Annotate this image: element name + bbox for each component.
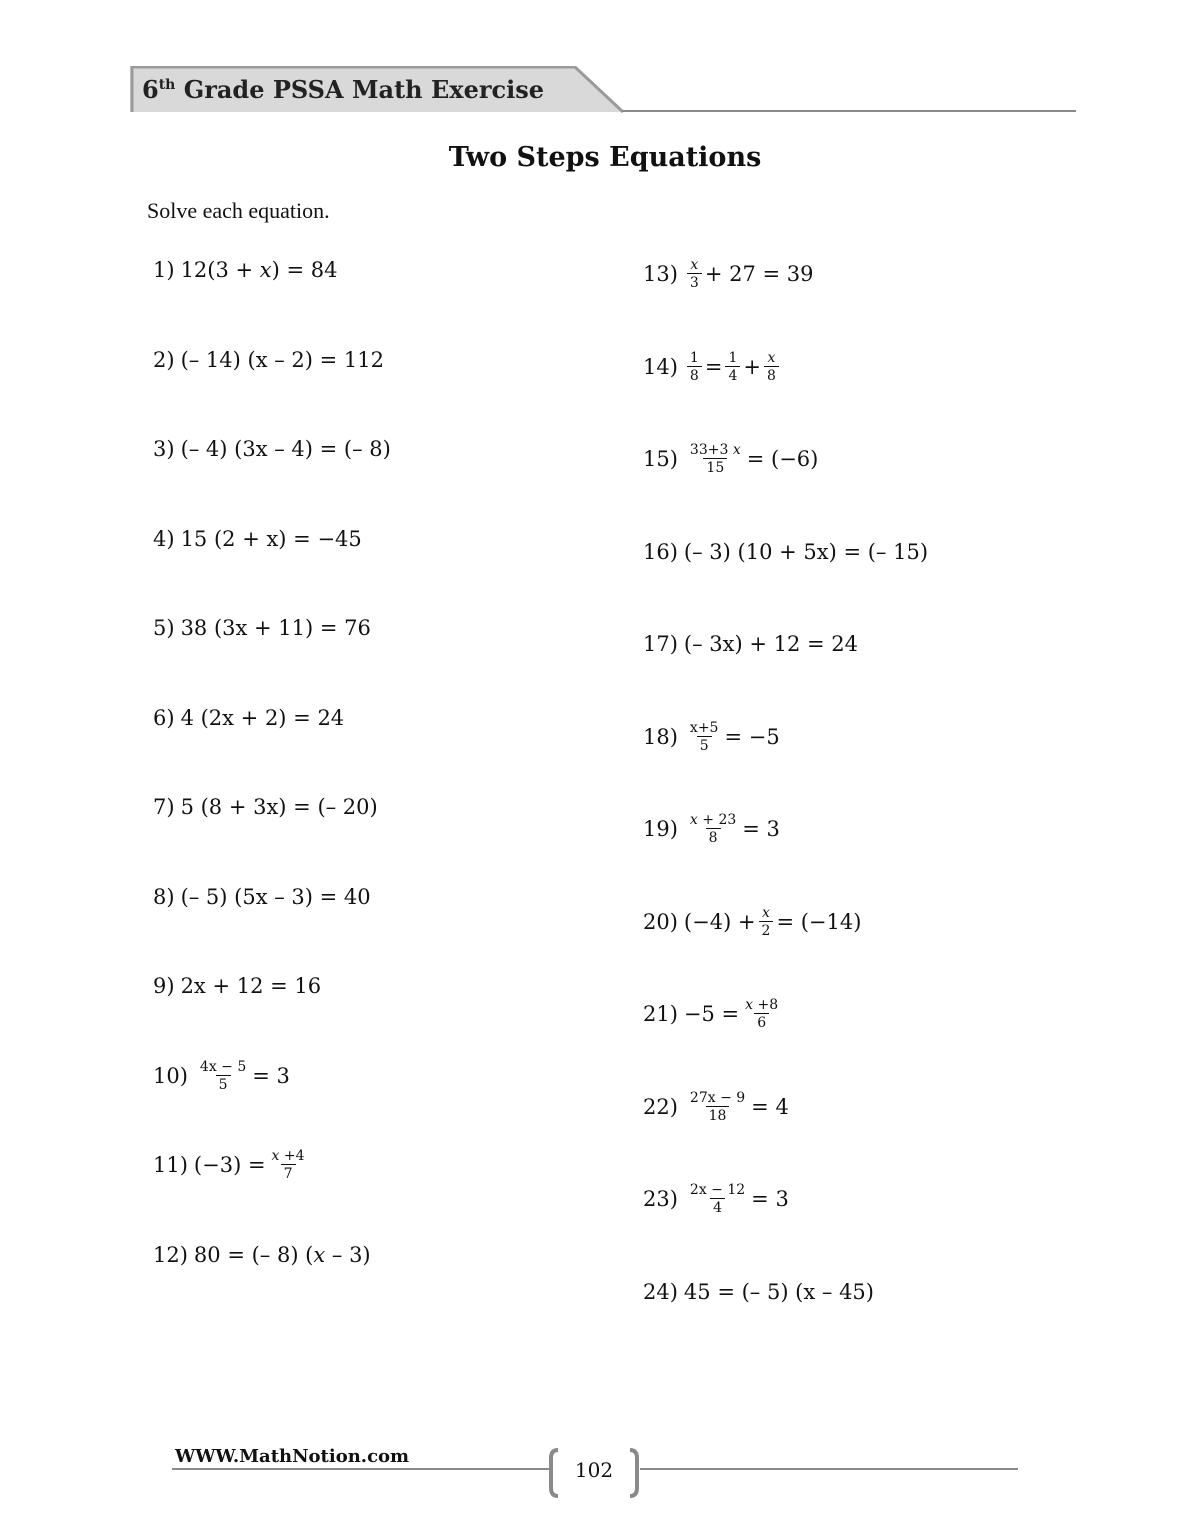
problem-number: 21) — [643, 1002, 678, 1026]
equation — [684, 442, 818, 476]
equation-text: = (−6) — [746, 447, 819, 471]
fraction-numerator: 33+3 𝑥 — [689, 442, 741, 458]
problem-number: 19) — [643, 817, 678, 841]
fraction-numerator: 𝑥 +8 — [745, 997, 779, 1013]
equation — [194, 1243, 371, 1267]
fraction-denominator: 8 — [764, 366, 779, 384]
equation-text: 38 (3x + 11) = 76 — [180, 616, 371, 640]
fraction-denominator: 18 — [706, 1106, 730, 1124]
problem-item — [643, 624, 858, 664]
equation-operator: + — [743, 354, 761, 379]
fraction-numerator: 𝑥 + 23 — [689, 812, 737, 828]
instructions: Solve each equation. — [147, 198, 330, 223]
equation-text: 45 = (– 5) (x – 45) — [683, 1279, 874, 1304]
header-title: 6th Grade PSSA Math Exercise — [142, 75, 545, 104]
problem-number: 13) — [643, 262, 678, 286]
problem-item — [643, 532, 928, 572]
problem-number: 12) — [153, 1242, 188, 1267]
problem-number: 8) — [153, 884, 175, 909]
problem-item — [643, 902, 861, 942]
fraction — [759, 905, 774, 939]
problem-item — [643, 254, 814, 294]
page-title: Two Steps Equations — [448, 142, 762, 173]
problem-number: 15) — [643, 447, 678, 471]
equation — [181, 437, 391, 461]
fraction-numerator: 4x − 5 — [199, 1058, 247, 1075]
problem-number: 14) — [643, 354, 678, 379]
footer-website: WWW.MathNotion.com — [175, 1446, 410, 1467]
equation-text: −5 = — [683, 1002, 740, 1026]
header-rule — [622, 110, 1076, 112]
equation — [181, 974, 322, 998]
problem-item — [643, 809, 780, 849]
problem-item — [643, 1179, 789, 1219]
problem-item — [153, 340, 384, 380]
fraction-numerator: 𝑥 — [762, 904, 770, 921]
problem-item — [153, 608, 371, 648]
equation — [181, 795, 378, 819]
fraction-numerator: 1 — [689, 349, 699, 366]
problem-number: 10) — [153, 1063, 188, 1088]
equation — [181, 527, 362, 551]
problem-item — [643, 1087, 789, 1127]
fraction — [269, 1148, 308, 1182]
fraction-numerator: 27x − 9 — [689, 1089, 746, 1106]
equation — [181, 706, 345, 730]
problem-item — [643, 347, 782, 387]
problem-number: 16) — [643, 539, 678, 564]
problem-number: 18) — [643, 724, 678, 749]
equation-text: (−4) + — [683, 909, 756, 934]
fraction — [742, 997, 781, 1031]
equation-text: = 4 — [751, 1094, 789, 1119]
fraction-denominator: 15 — [703, 458, 727, 476]
problem-number: 24) — [643, 1279, 678, 1304]
equation-text: 80 = (– 8) (𝑥 – 3) — [193, 1242, 371, 1267]
fraction-numerator: 2x − 12 — [689, 1182, 746, 1198]
equation-text: 2x + 12 = 16 — [180, 974, 322, 998]
fraction-denominator: 8 — [706, 828, 721, 846]
problem-number: 17) — [643, 632, 678, 656]
fraction-denominator: 2 — [759, 921, 774, 939]
problem-item — [643, 994, 784, 1034]
problem-number: 11) — [153, 1153, 188, 1177]
page-number: 102 — [574, 1458, 614, 1482]
equation-text: = −5 — [724, 724, 780, 749]
problem-item — [153, 966, 321, 1006]
fraction — [687, 350, 702, 384]
problem-number: 9) — [153, 974, 175, 998]
problem-number: 7) — [153, 795, 175, 819]
problem-item — [153, 787, 378, 827]
equation-text: = 3 — [252, 1063, 290, 1088]
equation — [684, 1090, 789, 1124]
fraction — [687, 442, 744, 476]
fraction — [687, 812, 739, 846]
equation-text: (– 14) (x – 2) = 112 — [180, 347, 384, 372]
problem-item — [153, 519, 362, 559]
equation-text: 4 (2x + 2) = 24 — [180, 705, 345, 730]
equation — [684, 1182, 789, 1216]
fraction — [687, 257, 702, 291]
fraction — [687, 1182, 748, 1216]
problem-item — [153, 877, 371, 917]
equation-text: 5 (8 + 3x) = (– 20) — [180, 795, 378, 819]
equation-text: 15 (2 + x) = −45 — [180, 526, 362, 551]
equation-text: (−3) = — [193, 1153, 266, 1177]
equation — [684, 257, 814, 291]
problem-number: 1) — [153, 258, 175, 282]
fraction-numerator: 𝑥 — [690, 257, 699, 273]
problem-item — [153, 250, 338, 290]
fraction — [687, 720, 722, 754]
problem-number: 20) — [643, 909, 678, 934]
problem-item — [153, 1145, 311, 1185]
fraction-numerator: x+5 — [689, 719, 719, 736]
fraction — [764, 350, 779, 384]
equation-text: = 3 — [742, 817, 780, 841]
equation-text: (– 5) (5x – 3) = 40 — [180, 884, 371, 909]
fraction-denominator: 7 — [281, 1164, 296, 1182]
equation-text: (– 4) (3x – 4) = (– 8) — [180, 437, 391, 461]
fraction-numerator: 1 — [728, 349, 738, 366]
page-number-bracket — [548, 1448, 640, 1498]
equation-text: (– 3x) + 12 = 24 — [683, 632, 859, 656]
equation-text: (– 3) (10 + 5x) = (– 15) — [683, 539, 929, 564]
equation — [684, 540, 928, 564]
equation — [684, 350, 782, 384]
fraction — [687, 1090, 748, 1124]
equation-text: = (−14) — [776, 909, 862, 934]
problem-number: 6) — [153, 705, 175, 730]
problem-number: 22) — [643, 1094, 678, 1119]
problem-item — [643, 717, 780, 757]
fraction-denominator: 5 — [697, 736, 712, 754]
fraction — [197, 1059, 249, 1093]
equation — [684, 997, 784, 1031]
fraction-denominator: 4 — [710, 1198, 725, 1216]
fraction-denominator: 8 — [687, 366, 702, 384]
equation — [684, 812, 780, 846]
problem-number: 2) — [153, 347, 175, 372]
equation — [181, 348, 384, 372]
problem-item — [153, 429, 391, 469]
problem-number: 23) — [643, 1187, 678, 1211]
problem-item — [153, 1235, 371, 1275]
problem-item — [643, 439, 818, 479]
equation — [181, 885, 371, 909]
fraction-denominator: 4 — [725, 366, 740, 384]
fraction-denominator: 3 — [687, 273, 702, 291]
equation — [684, 1280, 874, 1304]
problem-item — [153, 698, 344, 738]
problem-item — [153, 1056, 290, 1096]
problem-item — [643, 1272, 874, 1312]
problem-number: 5) — [153, 616, 175, 640]
equation — [181, 616, 371, 640]
equation-text: = 3 — [751, 1187, 789, 1211]
problem-number: 4) — [153, 526, 175, 551]
equation-text: 12(3 + 𝑥) = 84 — [180, 258, 338, 282]
fraction-numerator: 𝑥 +4 — [271, 1148, 305, 1164]
footer-rule-left — [172, 1468, 550, 1470]
equation-text: + 27 = 39 — [704, 262, 814, 286]
footer-rule-right — [640, 1468, 1018, 1470]
problem-number: 3) — [153, 437, 175, 461]
fraction-denominator: 5 — [216, 1075, 231, 1093]
equation — [194, 1059, 290, 1093]
fraction-denominator: 6 — [754, 1013, 769, 1031]
equation — [684, 632, 858, 656]
equation — [181, 258, 338, 282]
equation — [684, 905, 862, 939]
equation — [194, 1148, 311, 1182]
fraction — [725, 350, 740, 384]
fraction-numerator: 𝑥 — [767, 349, 776, 366]
equation-operator: = — [704, 354, 723, 379]
header-tab — [130, 66, 625, 112]
equation — [684, 720, 780, 754]
